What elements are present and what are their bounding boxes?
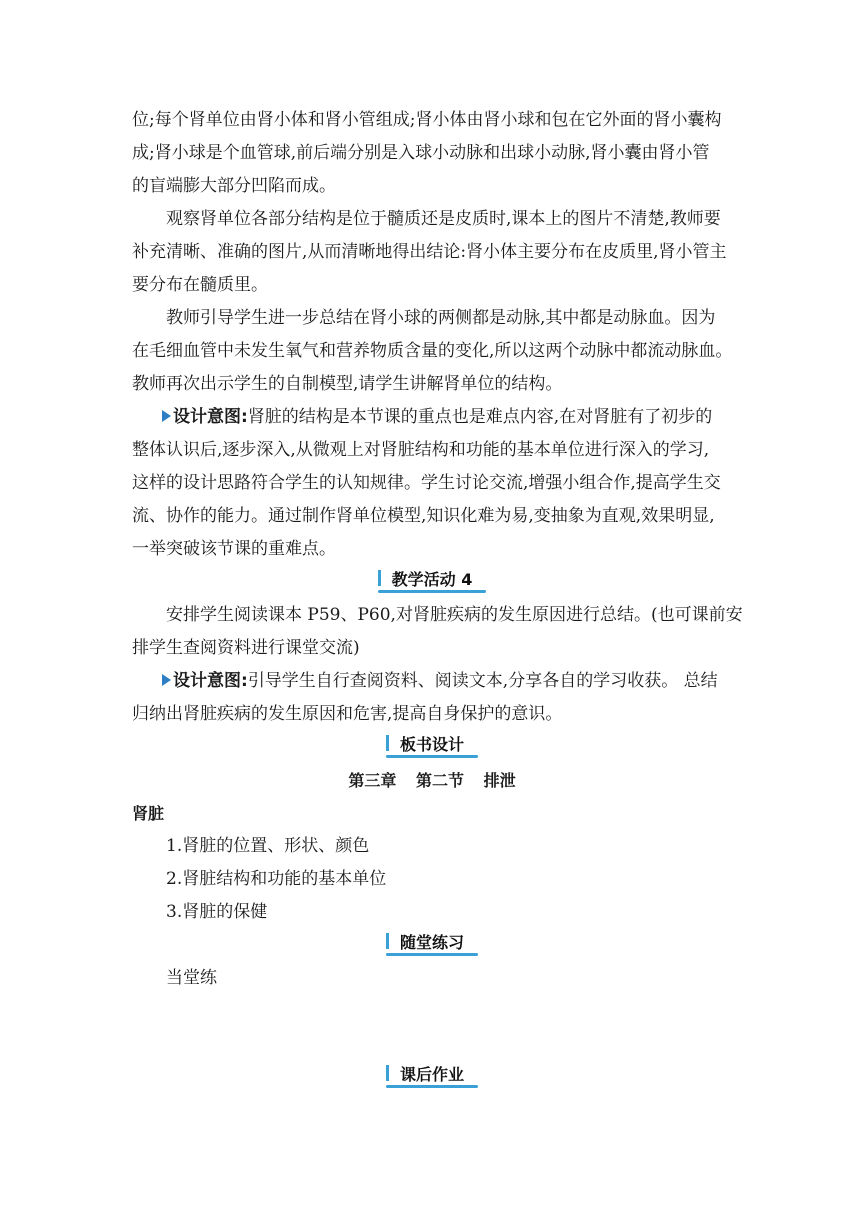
text-line: 成;肾小球是个血管球,前后端分别是入球小动脉和出球小动脉,肾小囊由肾小管	[132, 143, 710, 163]
text-line: 观察肾单位各部分结构是位于髓质还是皮质时,课本上的图片不清楚,教师要	[166, 209, 721, 229]
triangle-marker-icon	[162, 410, 171, 422]
paragraph-observe-structure	[132, 203, 732, 302]
text-line	[132, 665, 732, 698]
heading-accent-bar	[386, 735, 389, 751]
text-line: 要分布在髓质里。	[132, 275, 268, 295]
text-line: 归纳出肾脏疾病的发生原因和危害,提高自身保护的意识。	[132, 704, 563, 724]
heading-underline	[378, 590, 487, 593]
text-line: 教师再次出示学生的自制模型,请学生讲解肾单位的结构。	[132, 374, 563, 394]
text-line: 位;每个肾单位由肾小体和肾小管组成;肾小体由肾小球和包在它外面的肾小囊构	[132, 110, 722, 130]
board-item: 3.肾脏的保健	[166, 902, 268, 922]
heading-underline	[386, 755, 478, 758]
board-item: 2.肾脏结构和功能的基本单位	[166, 869, 387, 889]
heading-text: 教学活动 4	[391, 570, 473, 589]
section-heading-activity-4	[132, 566, 732, 599]
text-line: 这样的设计思路符合学生的认知规律。学生讨论交流,增强小组合作,提高学生交	[132, 473, 721, 493]
text-line	[132, 401, 732, 434]
text-line: 一举突破该节课的重难点。	[132, 539, 336, 559]
blank-space	[132, 995, 732, 1061]
heading-underline	[386, 953, 478, 956]
design-intent-block-1	[132, 401, 732, 566]
paragraph-nephron-composition	[132, 104, 732, 203]
design-intent-label: 设计意图:	[173, 671, 248, 691]
document-page	[132, 104, 743, 1094]
text-line: 安排学生阅读课本 P59、P60,对肾脏疾病的发生原因进行总结。(也可课前安	[166, 605, 743, 625]
text-line: 整体认识后,逐步深入,从微观上对肾脏结构和功能的基本单位进行深入的学习,	[132, 440, 710, 460]
board-topic: 肾脏	[132, 804, 165, 823]
heading-text: 课后作业	[399, 1065, 464, 1084]
triangle-marker-icon	[162, 674, 171, 686]
text-line: 流、协作的能力。通过制作肾单位模型,知识化难为易,变抽象为直观,效果明显,	[132, 506, 715, 526]
heading-accent-bar	[386, 1065, 389, 1081]
design-intent-label: 设计意图:	[173, 407, 248, 427]
text-line: 在毛细血管中未发生氧气和营养物质含量的变化,所以这两个动脉中都流动脉血。	[132, 341, 733, 361]
heading-accent-bar	[378, 570, 381, 586]
board-title: 第三章 第二节 排泄	[348, 771, 516, 790]
text-line: 排学生查阅资料进行课堂交流)	[132, 638, 360, 658]
design-intent-text: 引导学生自行查阅资料、阅读文本,分享各自的学习收获。 总结	[247, 671, 718, 691]
heading-text: 板书设计	[399, 735, 464, 754]
heading-underline	[386, 1085, 478, 1088]
heading-accent-bar	[386, 933, 389, 949]
section-heading-board-design	[132, 731, 732, 764]
paragraph-teacher-summary	[132, 302, 732, 401]
section-heading-practice	[132, 929, 732, 962]
board-item: 1.肾脏的位置、形状、颜色	[166, 836, 370, 856]
practice-text: 当堂练	[166, 968, 217, 988]
paragraph-activity-4	[132, 599, 743, 665]
text-line: 补充清晰、准确的图片,从而清晰地得出结论:肾小体主要分布在皮质里,肾小管主	[132, 242, 727, 262]
section-heading-homework	[132, 1061, 732, 1094]
design-intent-block-2	[132, 665, 732, 731]
heading-text: 随堂练习	[399, 933, 464, 952]
text-line: 教师引导学生进一步总结在肾小球的两侧都是动脉,其中都是动脉血。因为	[166, 308, 716, 328]
design-intent-text: 肾脏的结构是本节课的重点也是难点内容,在对肾脏有了初步的	[247, 407, 713, 427]
text-line: 的盲端膨大部分凹陷而成。	[132, 176, 336, 196]
